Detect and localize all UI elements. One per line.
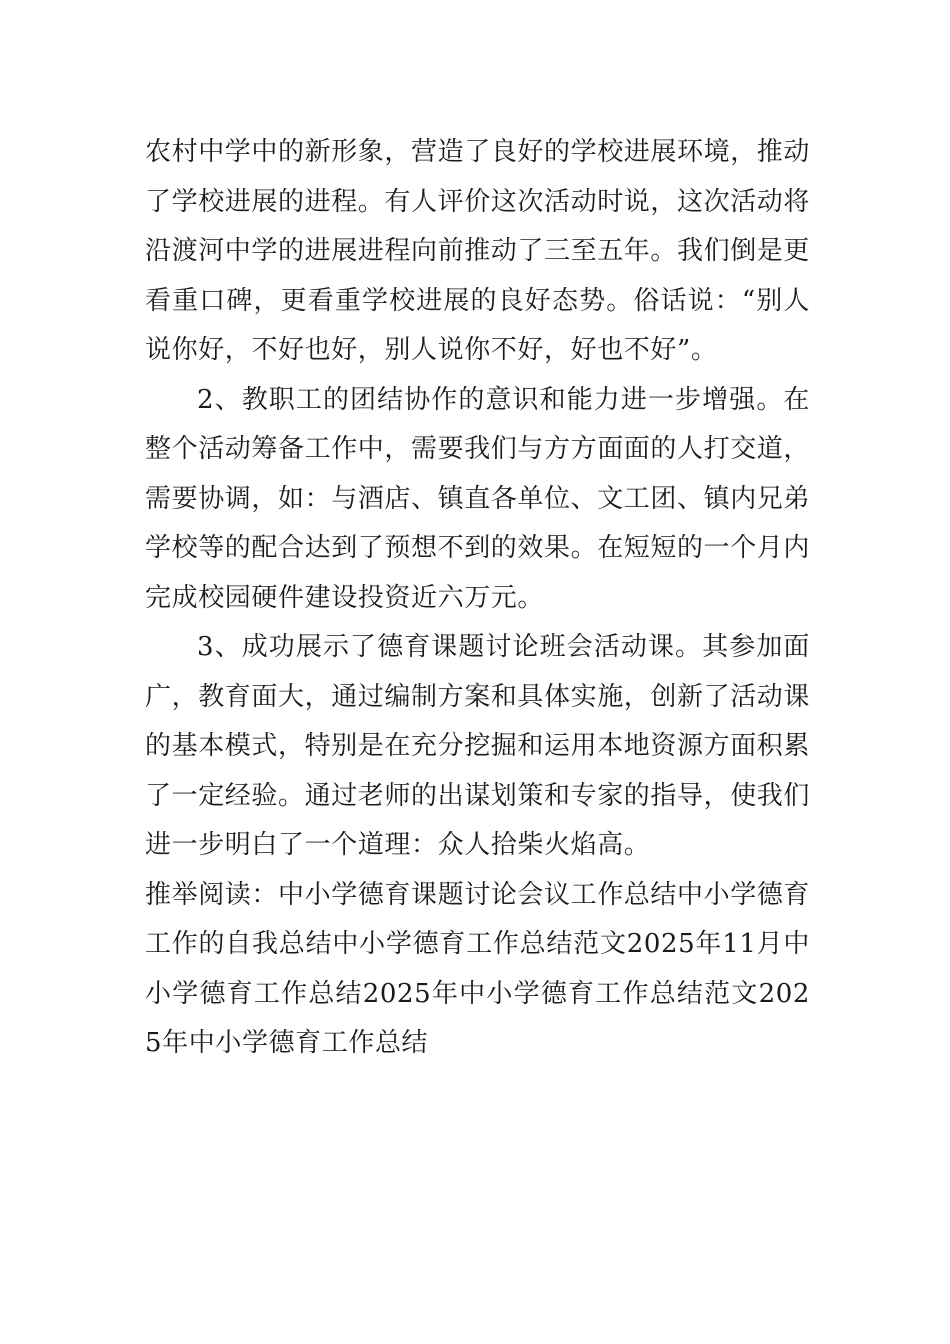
document-body	[145, 128, 810, 1069]
recommended-reading: 推举阅读：中小学德育课题讨论会议工作总结中小学德育工作的自我总结中小学德育工作总结范文2025年11月中小学德育工作总结2025年中小学德育工作总结范文2025年中小学德育工作总结	[145, 879, 811, 1058]
paragraph-item-2: 2、教职工的团结协作的意识和能力进一步增强。在整个活动筹备工作中，需要我们与方方面面的人打交道，需要协调，如：与酒店、镇直各单位、文工团、镇内兄弟学校等的配合达到了预想不到的效果。在短短的一个月内完成校园硬件建设投资近六万元。	[145, 384, 811, 613]
paragraph-continuation: 农村中学中的新形象，营造了良好的学校进展环境，推动了学校进展的进程。有人评价这次活动时说，这次活动将沿渡河中学的进展进程向前推动了三至五年。我们倒是更看重口碑，更看重学校进展的良好态势。俗话说：“别人说你好，不好也好，别人说你不好，好也不好”。	[145, 137, 811, 365]
paragraph-item-3: 3、成功展示了德育课题讨论班会活动课。其参加面广，教育面大，通过编制方案和具体实施，创新了活动课的基本模式，特别是在充分挖掘和运用本地资源方面积累了一定经验。通过老师的出谋划策和专家的指导，使我们进一步明白了一个道理：众人拾柴火焰高。	[145, 632, 811, 860]
